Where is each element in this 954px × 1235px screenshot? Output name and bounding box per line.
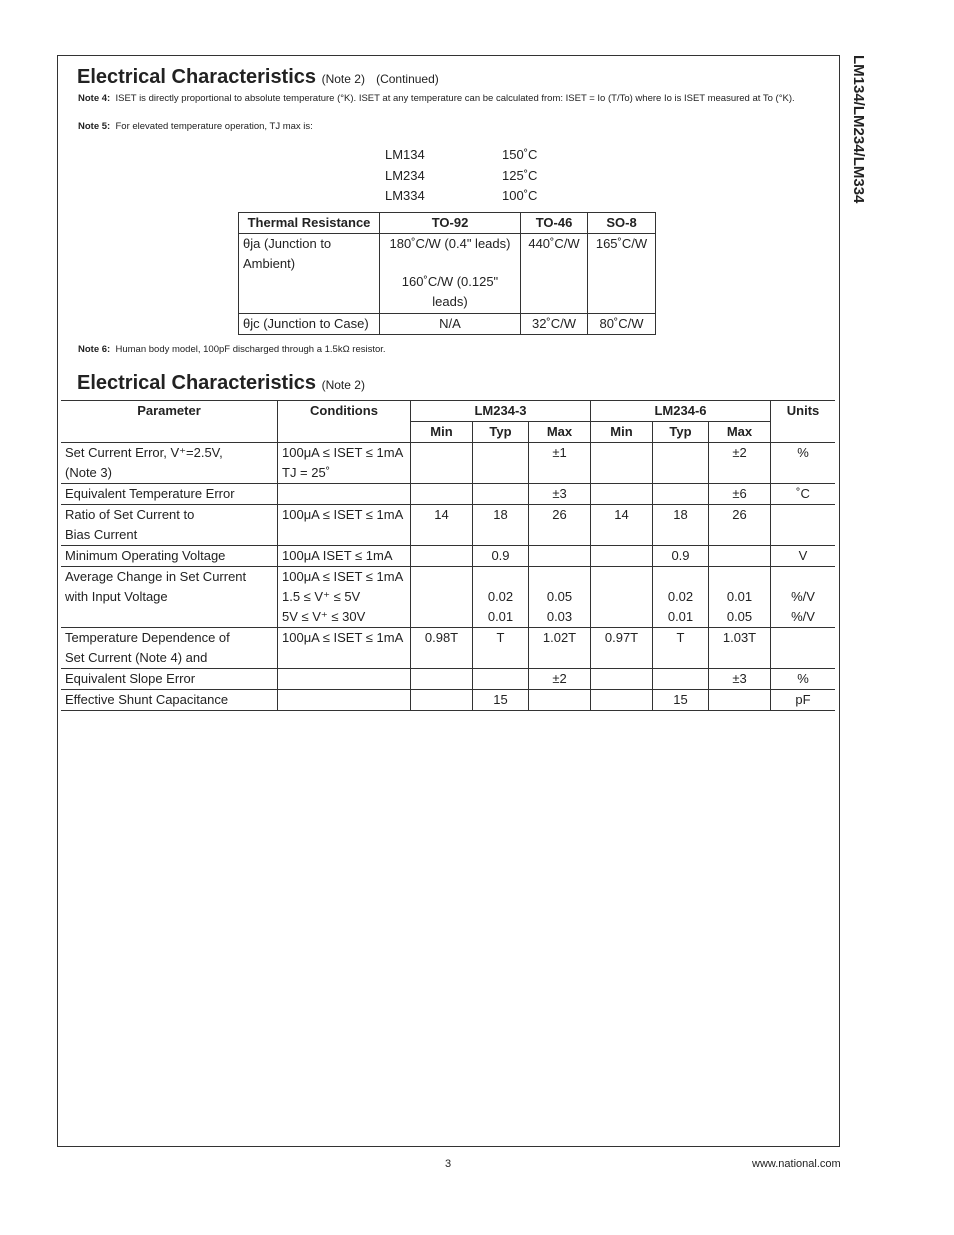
group-header: LM234-6: [591, 401, 771, 422]
cell: [61, 546, 278, 567]
cell: N/A: [380, 314, 521, 335]
cell: [278, 669, 411, 690]
col-header: Thermal Resistance: [239, 213, 380, 234]
cell-line: [65, 607, 273, 627]
col-header: SO-8: [588, 213, 656, 234]
cell-line: Bias Current: [65, 527, 138, 542]
cell: 32˚C/W: [521, 314, 588, 335]
tj-max-list: [385, 147, 537, 209]
cell: [411, 546, 473, 567]
cell: 1.03T: [709, 628, 771, 669]
cell: ±1: [529, 443, 591, 484]
cell: [61, 669, 278, 690]
cell: [653, 443, 709, 484]
thermal-resistance-table: [238, 212, 656, 335]
table-row: [61, 443, 835, 484]
cell: V: [771, 546, 836, 567]
part-name: LM234: [385, 167, 425, 183]
cell: [411, 443, 473, 484]
part-name: LM134: [385, 147, 425, 162]
cell: [278, 628, 411, 669]
cell-line: 100μA ≤ ISET ≤ 1mA: [282, 630, 404, 645]
table-row: [61, 505, 835, 546]
cell: 0.02 0.01: [653, 567, 709, 628]
cell: ±3: [709, 669, 771, 690]
row-label: θjc (Junction to Case): [239, 314, 380, 335]
col-header: Units: [771, 401, 836, 443]
cell-line: 100μA ≤ ISET ≤ 1mA: [282, 507, 404, 522]
side-title: LM134/LM234/LM334: [850, 55, 867, 204]
col-header: Typ: [473, 422, 529, 443]
cell: [771, 505, 836, 546]
cell: [61, 690, 278, 711]
tj-max: 150˚C: [502, 147, 538, 162]
cell: [653, 669, 709, 690]
cell: [411, 690, 473, 711]
cell: [529, 546, 591, 567]
cell: 15: [653, 690, 709, 711]
electrical-characteristics-table: [61, 400, 835, 711]
cell: [278, 484, 411, 505]
cell-line: Ratio of Set Current to: [65, 507, 195, 522]
cell: [591, 690, 653, 711]
cell: [278, 690, 411, 711]
note-5: Note 5: For elevated temperature operation, TJ max is:: [78, 121, 313, 132]
cell: [473, 669, 529, 690]
cell: [473, 484, 529, 505]
cell: 165˚C/W: [588, 234, 656, 314]
cell: [591, 484, 653, 505]
cell: T: [473, 628, 529, 669]
cell: ±2: [709, 443, 771, 484]
cell: 26: [529, 505, 591, 546]
cell: [653, 484, 709, 505]
cell-line: Minimum Operating Voltage: [65, 548, 226, 563]
cell: [278, 567, 411, 628]
cell: [591, 443, 653, 484]
section-title: Electrical Characteristics (Note 2) (Continued): [77, 66, 439, 88]
cell-line: Set Current (Note 4) and: [65, 650, 208, 665]
cell: %: [771, 669, 836, 690]
table-row: [61, 567, 835, 628]
cell-line: Equivalent Temperature Error: [65, 486, 235, 501]
cell: 180˚C/W (0.4" leads) 160˚C/W (0.125" leads): [380, 234, 521, 314]
col-header: Max: [529, 422, 591, 443]
cell: ±6: [709, 484, 771, 505]
cell-line: 5V ≤ V⁺ ≤ 30V: [282, 609, 366, 624]
row-label: θja (Junction to Ambient): [239, 234, 380, 314]
cell: [278, 546, 411, 567]
cell: [278, 443, 411, 484]
cell: 14: [591, 505, 653, 546]
cell: T: [653, 628, 709, 669]
cell: %: [771, 443, 836, 484]
cell: %/V %/V: [771, 567, 836, 628]
website: www.national.com: [752, 1158, 841, 1170]
cell-line: TJ = 25˚: [282, 465, 331, 480]
cell: [591, 669, 653, 690]
cell: pF: [771, 690, 836, 711]
cell-line: [282, 484, 406, 504]
part-name: LM334: [385, 188, 425, 203]
section-title: Electrical Characteristics (Note 2): [77, 372, 365, 394]
cell-line: with Input Voltage: [65, 589, 168, 604]
table-row: [61, 484, 835, 505]
cell: [709, 690, 771, 711]
cell: [473, 443, 529, 484]
col-header: Min: [411, 422, 473, 443]
cell-line: (Note 3): [65, 465, 112, 480]
cell-line: Temperature Dependence of: [65, 630, 230, 645]
cell-line: 100μA ≤ ISET ≤ 1mA: [282, 445, 404, 460]
cell: [61, 443, 278, 484]
tj-row: [385, 188, 537, 209]
cell: ˚C: [771, 484, 836, 505]
cell-line: 100μA ≤ ISET ≤ 1mA: [282, 569, 404, 584]
cell-line: 1.5 ≤ V⁺ ≤ 5V: [282, 589, 361, 604]
cell: ±3: [529, 484, 591, 505]
cell: [591, 546, 653, 567]
cell: [278, 505, 411, 546]
col-header: Max: [709, 422, 771, 443]
group-header: LM234-3: [411, 401, 591, 422]
table-row: [61, 628, 835, 669]
cell: [411, 484, 473, 505]
cell: 18: [653, 505, 709, 546]
page-number: 3: [445, 1158, 452, 1170]
cell: [61, 628, 278, 669]
cell: ±2: [529, 669, 591, 690]
cell-line: Equivalent Slope Error: [65, 671, 196, 686]
col-header: Typ: [653, 422, 709, 443]
cell: 26: [709, 505, 771, 546]
cell-line: Effective Shunt Capacitance: [65, 692, 229, 707]
cell: 15: [473, 690, 529, 711]
col-header: TO-92: [380, 213, 521, 234]
cell-line: [282, 669, 406, 689]
cell: 80˚C/W: [588, 314, 656, 335]
col-header: Parameter: [61, 401, 278, 443]
cell: 18: [473, 505, 529, 546]
cell-line: Average Change in Set Current: [65, 569, 247, 584]
note-6: Note 6: Human body model, 100pF discharged through a 1.5kΩ resistor.: [78, 344, 386, 355]
col-header: Min: [591, 422, 653, 443]
cell: [61, 505, 278, 546]
cell-line: Set Current Error, V⁺=2.5V,: [65, 445, 223, 460]
cell: 0.97T: [591, 628, 653, 669]
cell: 0.9: [653, 546, 709, 567]
cell: [591, 567, 653, 628]
cell: [411, 567, 473, 628]
cell: [709, 546, 771, 567]
tj-row: [385, 147, 537, 168]
cell: [61, 484, 278, 505]
cell: [771, 628, 836, 669]
tj-max: 100˚C: [502, 188, 538, 203]
cell-line: [282, 690, 406, 710]
cell: 0.98T: [411, 628, 473, 669]
cell: 0.05 0.03: [529, 567, 591, 628]
cell: 0.01 0.05: [709, 567, 771, 628]
cell: 14: [411, 505, 473, 546]
cell: [61, 567, 278, 628]
cell-line: 100μA ISET ≤ 1mA: [282, 548, 393, 563]
table-row: [61, 690, 835, 711]
cell: 0.02 0.01: [473, 567, 529, 628]
note-4: Note 4: ISET is directly proportional to absolute temperature (°K). ISET at any temperature can be calculated from: ISET = Io (T/To) where Io is ISET measured at To (°K).: [78, 93, 795, 104]
table-row: [61, 669, 835, 690]
cell: [529, 690, 591, 711]
col-header: Conditions: [278, 401, 411, 443]
cell: [411, 669, 473, 690]
tj-row: [385, 168, 537, 189]
table-row: [61, 546, 835, 567]
cell: 440˚C/W: [521, 234, 588, 314]
cell: 1.02T: [529, 628, 591, 669]
col-header: TO-46: [521, 213, 588, 234]
cell: 0.9: [473, 546, 529, 567]
tj-max: 125˚C: [502, 167, 538, 183]
